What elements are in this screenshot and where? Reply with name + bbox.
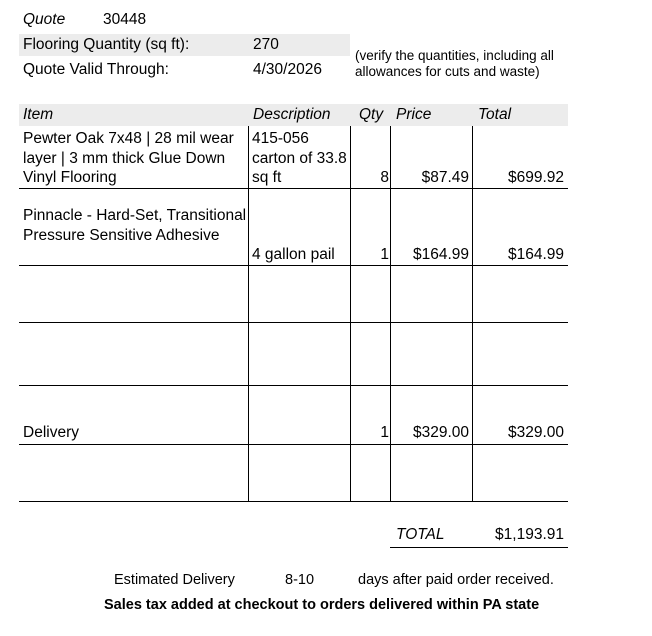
quantity-label: Flooring Quantity (sq ft):	[23, 36, 190, 53]
quote-label: Quote	[23, 11, 66, 28]
column-header-qty: Qty	[359, 106, 384, 123]
total-underline	[390, 547, 568, 548]
table-row-qty: 8	[380, 169, 389, 186]
sales-tax-note: Sales tax added at checkout to orders delivered within PA state	[104, 597, 540, 613]
grid-line	[19, 188, 568, 189]
table-row-total: $164.99	[507, 246, 564, 263]
table-row-description: 4 gallon pail	[252, 246, 335, 263]
table-row-price: $164.99	[412, 246, 469, 263]
estimated-delivery-suffix: days after paid order received.	[358, 572, 554, 588]
estimated-delivery-label: Estimated Delivery	[114, 572, 235, 588]
estimated-delivery-range: 8-10	[285, 572, 315, 588]
table-row-item: Delivery	[23, 424, 79, 441]
table-row-total: $699.92	[507, 169, 564, 186]
grid-line	[390, 126, 391, 502]
table-row-price: $329.00	[412, 424, 469, 441]
grid-line	[19, 322, 568, 323]
table-row-item: Pewter Oak 7x48 | 28 mil wear layer | 3 mm thick Glue Down Vinyl Flooring	[23, 130, 234, 186]
table-row-price: $87.49	[421, 169, 469, 186]
grid-line	[350, 126, 351, 502]
table-row-description: 415-056 carton of 33.8 sq ft	[252, 130, 347, 186]
column-header-price: Price	[396, 106, 432, 123]
valid-through-label: Quote Valid Through:	[23, 61, 169, 78]
table-row-qty: 1	[380, 424, 389, 441]
column-header-description: Description	[253, 106, 331, 123]
grid-line	[19, 444, 568, 445]
grid-line	[19, 385, 568, 386]
table-row-total: $329.00	[507, 424, 564, 441]
quote-number: 30448	[103, 11, 147, 28]
valid-through-value: 4/30/2026	[253, 61, 322, 78]
total-value: $1,193.91	[495, 526, 564, 543]
grid-line	[19, 265, 568, 266]
total-label: TOTAL	[396, 526, 445, 543]
column-header-total: Total	[478, 106, 512, 123]
column-header-item: Item	[23, 106, 54, 123]
grid-line	[472, 126, 473, 502]
table-row-item: Pinnacle - Hard-Set, Transitional Pressure Sensitive Adhesive	[23, 207, 247, 244]
grid-line	[19, 501, 568, 502]
table-row-qty: 1	[380, 246, 389, 263]
quantity-value: 270	[253, 36, 279, 53]
verify-quantities-note: (verify the quantities, including all allowances for cuts and waste)	[355, 48, 554, 79]
